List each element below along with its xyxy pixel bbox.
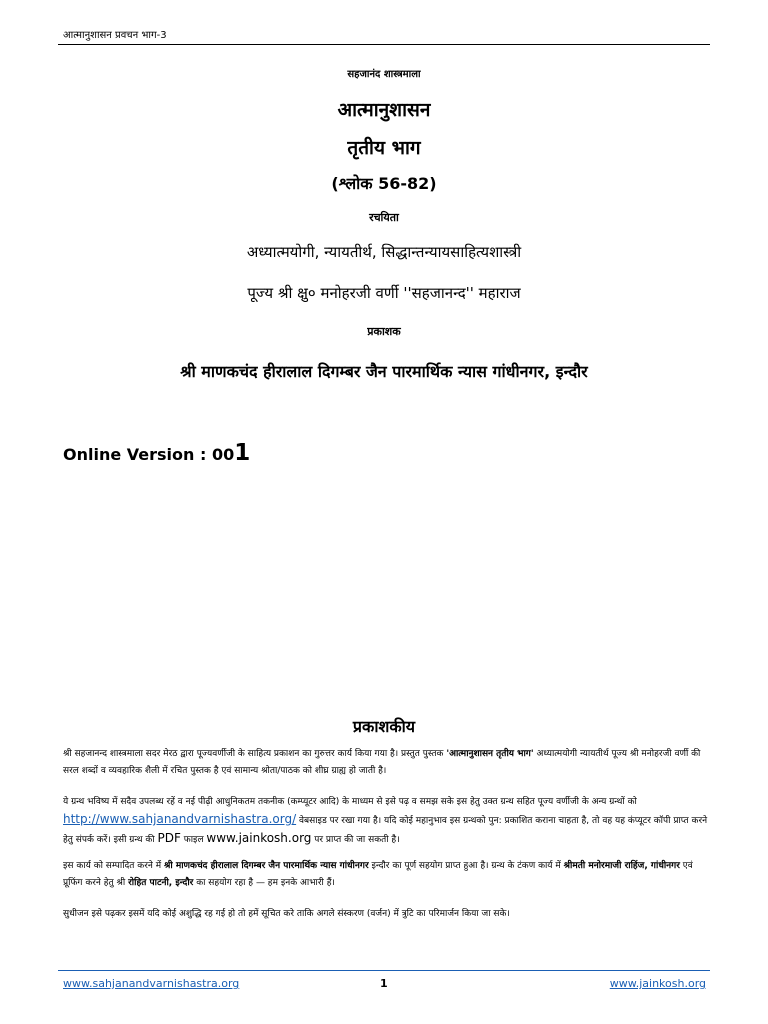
- online-version-label: Online Version : 00: [63, 445, 235, 464]
- text: इन्दौर का पूर्ण सहयोग प्राप्त हुआ है। ग्रन्थ के टंकण कार्य में: [368, 861, 564, 871]
- online-version-digit: 1: [234, 440, 251, 466]
- online-version: [63, 440, 250, 466]
- author-titles: अध्यात्मयोगी, न्यायतीर्थ, सिद्धान्तन्यायसाहित्यशास्त्री: [246, 243, 522, 261]
- book-reference: 'आत्मानुशासन तृतीय भाग': [446, 749, 534, 759]
- typist-name: श्रीमती मनोरमाजी राहिंज, गांधीनगर: [563, 861, 680, 871]
- book-title: आत्मानुशासन: [337, 99, 431, 121]
- header-divider: [58, 44, 710, 45]
- footer-link-jainkosh[interactable]: www.jainkosh.org: [609, 977, 706, 990]
- text: का सहयोग रहा है — हम इनके आभारी हैं।: [193, 878, 335, 888]
- text: श्री सहजानन्द शास्त्रमाला सदर मेरठ द्वारा पूज्यवर्णीजी के साहित्य प्रकाशन का गुरुत्तर कार्य किया गया है। प्रस्तुत पुस्तक: [63, 749, 447, 759]
- text: वेबसाइड पर रखा गया है। यदि कोई महानुभाव इस ग्रन्थको पुन: प्रकाशित कराना चाहता है, तो वह यह कंप्यूटर कॉपी प्राप्त करने हेतु संपर्क करें। इसी ग्रन्थ की: [63, 816, 708, 845]
- shloka-range: (श्लोक 56-82): [331, 174, 437, 193]
- jainkosh-site: www.jainkosh.org: [206, 831, 312, 845]
- proofreader-name: रोहित पाटनी, इन्दौर: [128, 878, 194, 888]
- pdf-label: PDF: [157, 831, 181, 845]
- website-link[interactable]: http://www.sahjanandvarnishastra.org/: [63, 812, 297, 826]
- foreword-paragraph-4: सुधीजन इसे पढ़कर इसमें यदि कोई अशुद्धि रह गई हो तो हमें सूचित करे ताकि अगले संस्करण (वर्जन) में त्रुटि का परिमार्जन किया जा सके।: [63, 909, 510, 919]
- text: पर प्राप्त की जा सकती है।: [311, 835, 400, 845]
- text: इस कार्य को सम्पादित करने में: [63, 861, 164, 871]
- series-name: सहजानंद शास्त्रमाला: [347, 69, 421, 80]
- foreword-paragraph-3: [63, 858, 713, 892]
- author-label: रचयिता: [369, 211, 399, 224]
- footer-divider: [58, 970, 710, 971]
- text: अध्यात्मयोगी न्यायतीर्थ पूज्य श्री मनोहरजी वर्णी की सरल शब्दों व व्यवहारिक शैली में रचित पुस्तक है एवं सामान्य श्रोता/पाठक को शीघ्र ग्राह्य हो जाती है।: [63, 749, 701, 776]
- trust-name: श्री माणकचंद हीरालाल दिगम्बर जैन पारमार्थिक न्यास गांधीनगर: [163, 861, 369, 871]
- foreword-title: प्रकाशकीय: [352, 717, 416, 736]
- text: फाइल: [180, 835, 207, 845]
- running-header: आत्मानुशासन प्रवचन भाग-3: [63, 30, 167, 41]
- foreword-paragraph-1: [63, 746, 713, 780]
- publisher-label: प्रकाशक: [367, 325, 401, 338]
- book-part: तृतीय भाग: [347, 137, 421, 159]
- author-name: पूज्य श्री क्षु० मनोहरजी वर्णी ''सहजानन्द'' महाराज: [247, 284, 521, 302]
- text: एवं प्रूफिंग करने हेतु श्री: [63, 861, 693, 888]
- publisher-name: श्री माणकचंद हीरालाल दिगम्बर जैन पारमार्थिक न्यास गांधीनगर, इन्दौर: [180, 362, 588, 381]
- page-number: 1: [380, 977, 388, 990]
- foreword-paragraph-2: [63, 794, 713, 849]
- footer-link-sahjanand[interactable]: www.sahjanandvarnishastra.org: [63, 977, 240, 990]
- text: ये ग्रन्थ भविष्य में सदैव उपलब्ध रहें व नई पीढ़ी आधुनिकतम तकनीक (कम्प्यूटर आदि) के माध्यम से इसे पढ़ व समझ सके इस हेतु उक्त ग्रन्थ सहित पूज्य वर्णीजी के अन्य ग्रन्थों को: [63, 797, 637, 807]
